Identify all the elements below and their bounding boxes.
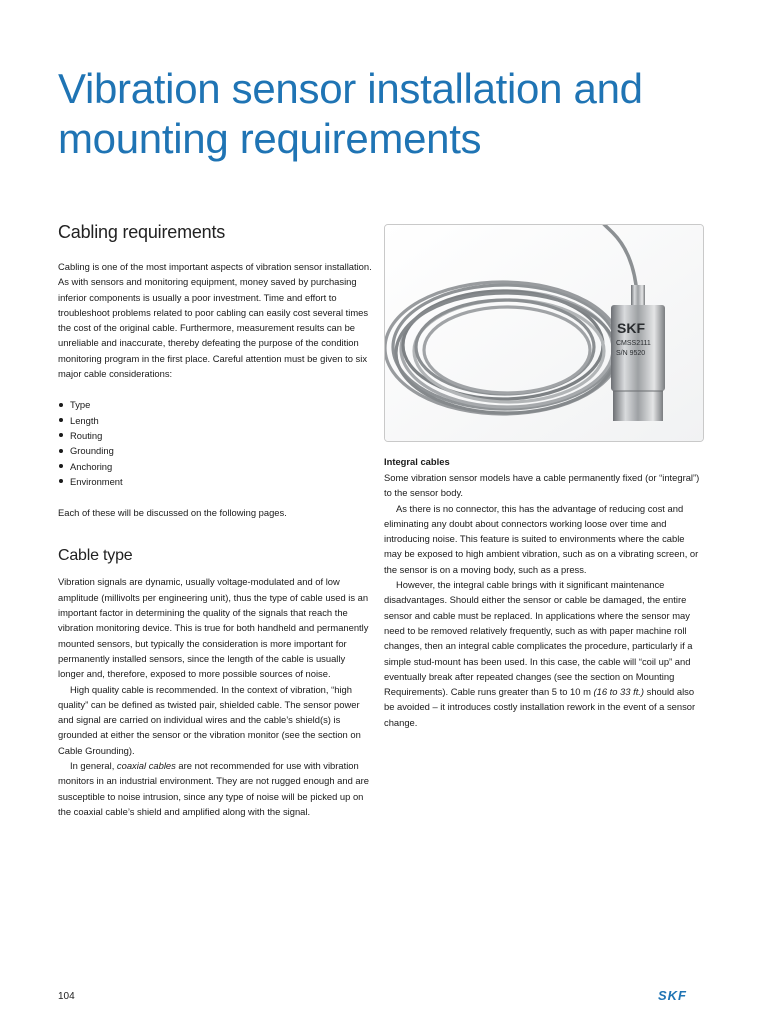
cable-considerations-list bbox=[58, 397, 372, 489]
coaxial-cables-emphasis: coaxial cables bbox=[116, 760, 176, 772]
list-item: Length bbox=[58, 413, 372, 428]
sensor-connector bbox=[631, 285, 645, 307]
bullet-icon bbox=[59, 479, 63, 483]
sensor-base bbox=[613, 391, 663, 421]
left-column bbox=[58, 219, 372, 819]
sensor-cable-photo bbox=[384, 224, 704, 442]
list-item: Type bbox=[58, 397, 372, 412]
length-imperial-emphasis: (16 to 33 ft.) bbox=[593, 686, 645, 698]
bullet-icon bbox=[59, 403, 63, 407]
cabling-closing-paragraph: Each of these will be discussed on the following pages. bbox=[58, 507, 287, 519]
cable-type-paragraph-1: Vibration signals are dynamic, usually voltage-modulated and of low amplitude (millivolts per engineering unit), thus the type of cable used is an important factor in determining the quality of the signals that reach the vibration monitoring device. This is true for both handheld and permanently mounted sensors, but typically the consideration is more important for permanently installed sensors, since the length of the cable is usually longer and, therefore, exposed to more possible sources of noise. bbox=[58, 576, 369, 680]
list-item: Environment bbox=[58, 474, 372, 489]
sensor-logo-text: SKF bbox=[617, 320, 645, 336]
list-item: Routing bbox=[58, 428, 372, 443]
sensor-with-coiled-cable-image bbox=[385, 225, 703, 441]
cabling-intro-paragraph: Cabling is one of the most important aspects of vibration sensor installation. As with sensors and monitoring equipment, money saved by purchasing inferior components is usually a poor investment. Time and effort to troubleshoot problems related to poor cabling can easily cost several times the cost of the original cable. Furthermore, measurement results can be unreliable and inaccurate, thereby defeating the purpose of the condition monitoring program in the first place. Careful attention must be given to six major cable considerations: bbox=[58, 261, 372, 380]
right-column bbox=[384, 454, 702, 730]
integral-paragraph-1: Some vibration sensor models have a cable permanently fixed (or “integral”) to the sensor body. bbox=[384, 472, 700, 499]
bullet-icon bbox=[59, 449, 63, 453]
sensor-model-text: CMSS2111 bbox=[616, 340, 651, 347]
skf-logo: SKF bbox=[658, 988, 687, 1003]
cable-type-heading: Cable type bbox=[58, 547, 133, 565]
cabling-requirements-heading: Cabling requirements bbox=[58, 222, 226, 242]
page-title: Vibration sensor installation and mounting requirements bbox=[58, 65, 643, 162]
integral-cables-heading: Integral cables bbox=[384, 456, 450, 467]
sensor-serial-text: S/N 9520 bbox=[616, 350, 646, 357]
integral-paragraph-2: As there is no connector, this has the advantage of reducing cost and eliminating any doubt about connectors working loose over time and introducing noise. This feature is suited to environments where the cable may be exposed to high ambient vibration, such as on a vibrating screen, or the sensor is on a moving body, such as a press. bbox=[384, 502, 699, 575]
list-item: Grounding bbox=[58, 443, 372, 458]
page-number: 104 bbox=[58, 991, 75, 1002]
integral-paragraph-3: However, the integral cable brings with it significant maintenance disadvantages. Should either the sensor or cable be damaged, the entire sensor and cable must be replaced. In applications where the sensor may need to be removed relatively frequently, such as with paper machine roll changes, then an integral cable complicates the procedure, particularly if a simple stud-mount has been used. In this case, the cable will “coil up” and eventually break after repeated changes (see the section on Mounting Requirements). Cable runs greater than 5 to 10 m (16 to 33 ft.) should also be avoided – it introduces costly installation rework in the event of a sensor change. bbox=[384, 579, 696, 728]
cable-type-paragraph-2: High quality cable is recommended. In the context of vibration, “high quality” can be defined as twisted pair, shielded cable. The sensor power and signal are carried on individual wires and the cable’s shield(s) is grounded at either the sensor or the vibration monitor (see the section on Cable Grounding). bbox=[58, 683, 361, 756]
sensor-body bbox=[611, 305, 665, 391]
bullet-icon bbox=[59, 433, 63, 437]
bullet-icon bbox=[59, 418, 63, 422]
list-item: Anchoring bbox=[58, 459, 372, 474]
bullet-icon bbox=[59, 464, 63, 468]
cable-type-paragraph-3: In general, coaxial cables are not recommended for use with vibration monitors in an industrial environment. They are not rugged enough and are susceptible to noise intrusion, since any type of noise will be picked up on the coaxial cable’s shield and amplified along with the signal. bbox=[58, 760, 369, 817]
